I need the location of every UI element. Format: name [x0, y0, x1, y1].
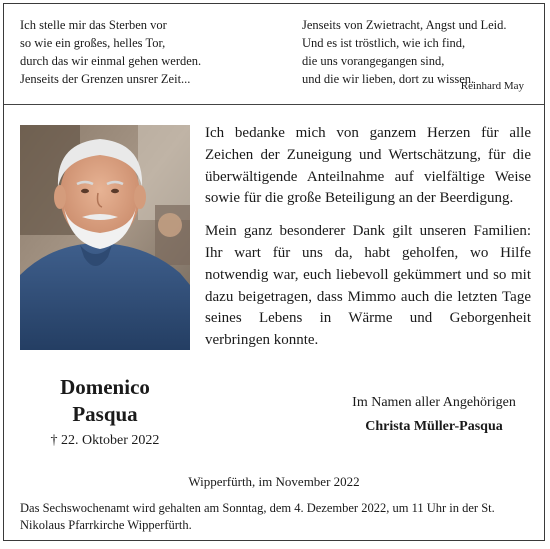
poem-line: die uns vorangegangen sind, [302, 54, 445, 68]
deceased-name [20, 374, 190, 428]
poem-left-column [20, 16, 201, 88]
poem-line: Jenseits der Grenzen unsrer Zeit... [20, 72, 191, 86]
poem-author: Reinhard May [460, 80, 524, 92]
signer-name: Christa Müller-Pasqua [365, 419, 503, 434]
section-divider [4, 104, 544, 105]
poem-line: Ich stelle mir das Sterben vor [20, 18, 167, 32]
last-name: Pasqua [72, 402, 138, 426]
obituary-card [3, 3, 545, 541]
portrait-photo [20, 125, 190, 350]
thanks-paragraph: Ich bedanke mich von ganzem Herzen für alle Zeichen der Zuneigung und Wertschätzung, für die überwältigende Anteilnahme auf vielfältige Weise sowie für die große Beteiligung an der Beerdigung. [205, 125, 531, 207]
poem-line: Jenseits von Zwietracht, Angst und Leid. [302, 18, 507, 32]
thanks-paragraph: Mein ganz besonderer Dank gilt unseren Familien: Ihr wart für uns da, habt geholfen, wo Hilfe notwendig war, euch liebevoll gekümmert und so mit dazu beigetragen, dass Mimmo auch die letzten Tage seines Lebens in Wärme und Geborgenheit verbringen konnte. [205, 223, 531, 349]
poem-line: Und es ist tröstlich, wie ich find, [302, 36, 466, 50]
place-date: Wipperfürth, im November 2022 [188, 474, 360, 489]
on-behalf-label: Im Namen aller Angehörigen [352, 395, 516, 410]
poem-line: so wie ein großes, helles Tor, [20, 36, 166, 50]
service-notice: Das Sechswochenamt wird gehalten am Sonntag, dem 4. Dezember 2022, um 11 Uhr in der St. Nikolaus Pfarrkirche Wipperfürth. [20, 501, 495, 532]
poem-right-column [302, 16, 506, 88]
poem-line: und die wir lieben, dort zu wissen. [302, 72, 475, 86]
thank-you-text [205, 123, 531, 363]
death-date: † 22. Oktober 2022 [50, 433, 160, 448]
poem-line: durch das wir einmal gehen werden. [20, 54, 202, 68]
first-name: Domenico [60, 375, 150, 399]
